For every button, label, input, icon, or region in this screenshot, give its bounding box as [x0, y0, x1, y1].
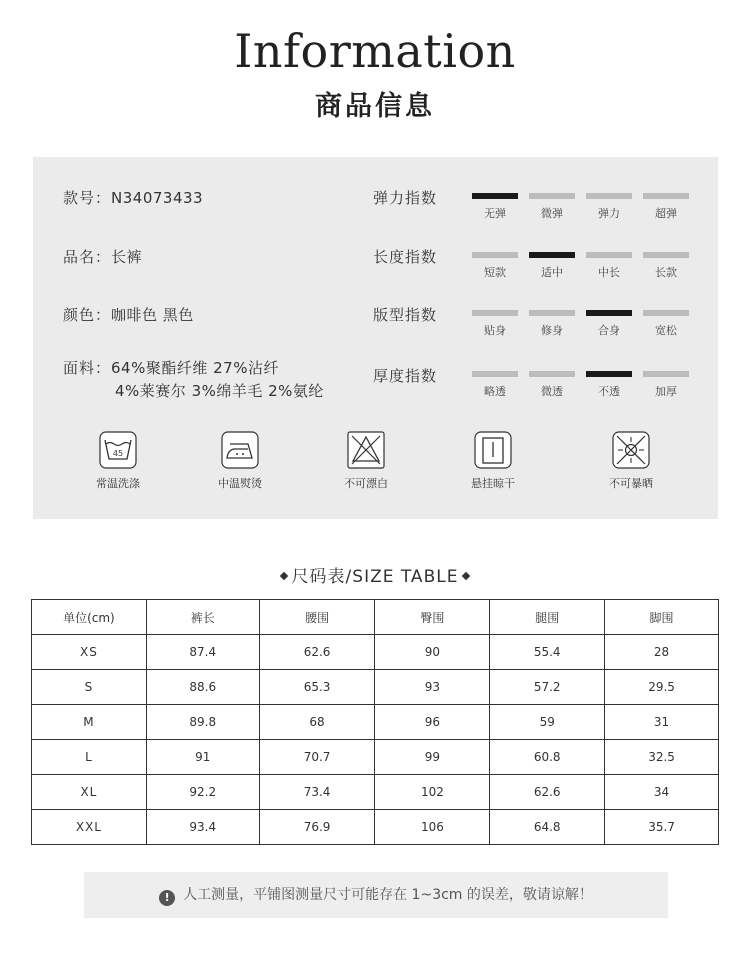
- index-bar: [643, 371, 689, 377]
- table-header-cell: 腰围: [259, 600, 375, 635]
- index-option: [643, 193, 689, 221]
- size-label-cell: XL: [32, 775, 147, 810]
- info-value: N34073433: [111, 189, 204, 207]
- index-option: [586, 193, 632, 221]
- table-cell: 57.2: [490, 670, 605, 705]
- index-label: 厚度指数: [373, 367, 438, 385]
- index-bar-selected: [472, 193, 518, 199]
- care-item-bleach: [316, 431, 416, 491]
- table-cell: 65.3: [259, 670, 375, 705]
- table-cell: 88.6: [146, 670, 259, 705]
- table-row: [32, 670, 719, 705]
- measurement-notice: [84, 872, 668, 918]
- index-option-label: 合身: [598, 324, 620, 337]
- table-cell: 73.4: [259, 775, 375, 810]
- index-option-label: 超弹: [655, 207, 677, 220]
- index-option-label: 修身: [541, 324, 563, 337]
- care-item-iron: [190, 431, 290, 491]
- exclamation-icon: !: [159, 890, 175, 906]
- table-header-cell: 腿围: [490, 600, 605, 635]
- size-label-cell: XS: [32, 635, 147, 670]
- size-table-title-text: 尺码表/SIZE TABLE: [291, 567, 459, 587]
- diamond-icon: [462, 571, 470, 579]
- index-option: [529, 371, 575, 399]
- index-bar: [529, 193, 575, 199]
- table-cell: 91: [146, 740, 259, 775]
- table-cell: 68: [259, 705, 375, 740]
- table-cell: 93.4: [146, 810, 259, 845]
- index-option: [529, 252, 575, 280]
- index-option-label: 略透: [484, 385, 506, 398]
- index-option: [643, 252, 689, 280]
- index-option: [472, 252, 518, 280]
- care-item-hang: [443, 431, 543, 491]
- table-cell: 87.4: [146, 635, 259, 670]
- table-cell: 102: [375, 775, 490, 810]
- info-row-style-no: [63, 187, 203, 208]
- svg-text:45: 45: [112, 449, 124, 458]
- table-cell: 62.6: [490, 775, 605, 810]
- table-cell: 70.7: [259, 740, 375, 775]
- table-cell: 64.8: [490, 810, 605, 845]
- care-label: 中温熨烫: [218, 477, 262, 490]
- table-cell: 99: [375, 740, 490, 775]
- index-option: [586, 371, 632, 399]
- table-cell: 89.8: [146, 705, 259, 740]
- index-bar: [586, 193, 632, 199]
- table-cell: 76.9: [259, 810, 375, 845]
- index-option-label: 微弹: [541, 207, 563, 220]
- index-option-label: 微透: [541, 385, 563, 398]
- hang-dry-icon: [474, 431, 512, 469]
- index-option-label: 无弹: [484, 207, 506, 220]
- index-bar: [529, 310, 575, 316]
- care-label: 常温洗涤: [96, 477, 140, 490]
- index-bar: [643, 310, 689, 316]
- table-row: [32, 635, 719, 670]
- index-label: 长度指数: [373, 248, 438, 266]
- index-label: 弹力指数: [373, 189, 438, 207]
- size-label-cell: M: [32, 705, 147, 740]
- index-option: [643, 371, 689, 399]
- care-item-sun: [581, 431, 681, 491]
- title-cn: 商品信息: [315, 91, 435, 122]
- index-option: [472, 193, 518, 221]
- index-option-label: 适中: [541, 266, 563, 279]
- care-label: 不可暴晒: [609, 477, 653, 490]
- table-row: [32, 810, 719, 845]
- index-bar-selected: [586, 371, 632, 377]
- care-label: 不可漂白: [344, 477, 388, 490]
- size-label-cell: XXL: [32, 810, 147, 845]
- care-label: 悬挂晾干: [471, 477, 515, 490]
- table-header-cell: 裤长: [146, 600, 259, 635]
- index-option: [643, 310, 689, 338]
- size-table-title: [0, 562, 750, 587]
- table-cell: 35.7: [605, 810, 719, 845]
- table-cell: 31: [605, 705, 719, 740]
- table-cell: 29.5: [605, 670, 719, 705]
- size-table: [31, 599, 719, 845]
- index-bar: [529, 371, 575, 377]
- index-option-label: 加厚: [655, 385, 677, 398]
- size-label-cell: L: [32, 740, 147, 775]
- wash-45-icon: [99, 431, 137, 469]
- table-cell: 92.2: [146, 775, 259, 810]
- index-option-label: 长款: [655, 266, 677, 279]
- index-bar-selected: [586, 310, 632, 316]
- info-row-product-name: [63, 246, 142, 267]
- index-option: [472, 310, 518, 338]
- notice-text: 人工测量，平铺图测量尺寸可能存在 1~3cm 的误差，敬请谅解！: [183, 887, 593, 903]
- index-option-label: 贴身: [484, 324, 506, 337]
- iron-medium-icon: [221, 431, 259, 469]
- table-cell: 59: [490, 705, 605, 740]
- info-row-color: [63, 304, 194, 325]
- index-bar-selected: [529, 252, 575, 258]
- no-bleach-icon: [347, 431, 385, 469]
- table-row: [32, 740, 719, 775]
- diamond-icon: [279, 571, 287, 579]
- table-row: [32, 775, 719, 810]
- table-header-cell: 脚围: [605, 600, 719, 635]
- table-cell: 55.4: [490, 635, 605, 670]
- index-label: 版型指数: [373, 306, 438, 324]
- info-key: 款号：: [63, 189, 112, 207]
- index-option-label: 弹力: [598, 207, 620, 220]
- title-en: Information: [234, 24, 516, 78]
- table-header-cell: 臀围: [375, 600, 490, 635]
- table-cell: 60.8: [490, 740, 605, 775]
- size-label-cell: S: [32, 670, 147, 705]
- table-cell: 106: [375, 810, 490, 845]
- info-key: 颜色：: [63, 306, 112, 324]
- info-row-fabric: [63, 357, 324, 401]
- info-value: 64%聚酯纤维 27%沾纤: [111, 359, 279, 377]
- index-bar: [472, 371, 518, 377]
- index-option-label: 短款: [484, 266, 506, 279]
- table-header-cell: 单位(cm): [32, 600, 147, 635]
- index-option-label: 中长: [598, 266, 620, 279]
- table-cell: 93: [375, 670, 490, 705]
- index-option-label: 宽松: [655, 324, 677, 337]
- index-option: [472, 371, 518, 399]
- index-bar: [586, 252, 632, 258]
- no-sun-icon: [612, 431, 650, 469]
- index-bar: [643, 193, 689, 199]
- size-table-header: [32, 600, 719, 635]
- table-cell: 32.5: [605, 740, 719, 775]
- care-item-wash: [68, 431, 168, 491]
- index-option: [529, 193, 575, 221]
- index-option: [586, 252, 632, 280]
- info-panel: [33, 157, 718, 519]
- info-value: 长裤: [111, 248, 143, 266]
- table-cell: 28: [605, 635, 719, 670]
- index-bar: [472, 252, 518, 258]
- table-cell: 62.6: [259, 635, 375, 670]
- table-cell: 96: [375, 705, 490, 740]
- info-key: 面料：: [63, 359, 112, 377]
- info-key: 品名：: [63, 248, 112, 266]
- table-cell: 34: [605, 775, 719, 810]
- index-bar: [472, 310, 518, 316]
- index-option: [529, 310, 575, 338]
- index-option: [586, 310, 632, 338]
- index-bar: [643, 252, 689, 258]
- table-row: [32, 705, 719, 740]
- table-cell: 90: [375, 635, 490, 670]
- index-option-label: 不透: [598, 385, 620, 398]
- info-value: 咖啡色 黑色: [111, 306, 194, 324]
- info-value-line2: 4%莱赛尔 3%绵羊毛 2%氨纶: [115, 382, 324, 400]
